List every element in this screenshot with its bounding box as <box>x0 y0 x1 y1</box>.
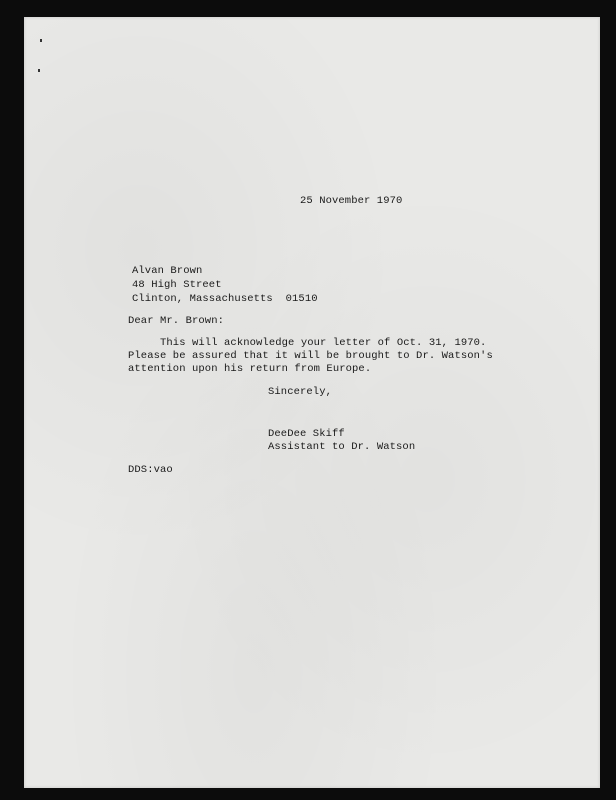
signature-title: Assistant to Dr. Watson <box>268 441 416 453</box>
salutation: Dear Mr. Brown: <box>128 315 225 327</box>
recipient-name: Alvan Brown <box>132 265 203 277</box>
body-line: This will acknowledge your letter of Oct. 31, 1970. <box>128 337 487 349</box>
reference-initials: DDS:vao <box>128 464 173 476</box>
recipient-city: Clinton, Massachusetts 01510 <box>132 293 318 305</box>
letter-date: 25 November 1970 <box>300 195 403 207</box>
recipient-street: 48 High Street <box>132 279 222 291</box>
staple-mark <box>40 39 42 42</box>
letter-page <box>24 17 600 788</box>
body-line: attention upon his return from Europe. <box>128 363 372 375</box>
closing: Sincerely, <box>268 386 333 398</box>
signature-name: DeeDee Skiff <box>268 428 345 440</box>
staple-mark <box>38 69 40 72</box>
body-line: Please be assured that it will be brought to Dr. Watson's <box>128 350 493 362</box>
